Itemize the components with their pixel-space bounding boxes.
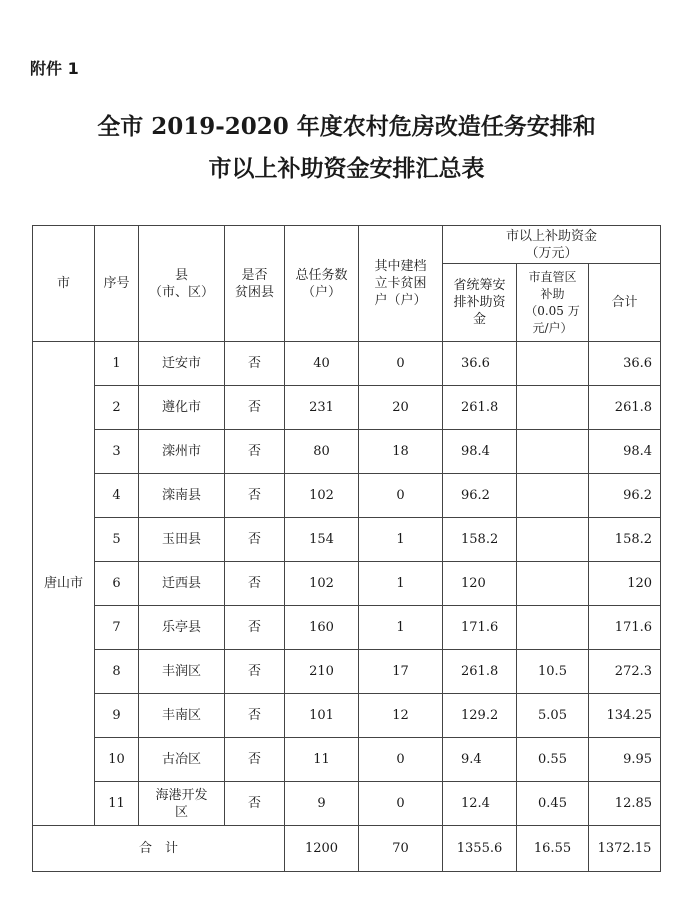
table-row bbox=[33, 562, 661, 606]
header-subtotal: 合计 bbox=[589, 264, 661, 342]
table-row bbox=[33, 474, 661, 518]
tasks-cell: 101 bbox=[285, 694, 359, 738]
header-funds: 市以上补助资金 （万元） bbox=[443, 226, 661, 264]
table-row bbox=[33, 430, 661, 474]
header-direct-district: 市直管区 补助 （0.05 万 元/户） bbox=[517, 264, 589, 342]
seq-cell: 2 bbox=[95, 386, 139, 430]
filed-cell: 18 bbox=[359, 430, 443, 474]
filed-cell: 0 bbox=[359, 738, 443, 782]
tasks-cell: 102 bbox=[285, 562, 359, 606]
total-cell: 272.3 bbox=[589, 650, 661, 694]
filed-cell: 17 bbox=[359, 650, 443, 694]
direct-cell: 0.45 bbox=[517, 782, 589, 826]
total-direct-cell: 16.55 bbox=[517, 826, 589, 872]
prov-cell: 261.8 bbox=[443, 650, 517, 694]
total-cell: 261.8 bbox=[589, 386, 661, 430]
total-cell: 96.2 bbox=[589, 474, 661, 518]
poor-cell: 否 bbox=[225, 606, 285, 650]
prov-cell: 98.4 bbox=[443, 430, 517, 474]
tasks-cell: 154 bbox=[285, 518, 359, 562]
header-provincial-funds: 省统筹安 排补助资 金 bbox=[443, 264, 517, 342]
header-total-tasks: 总任务数 （户） bbox=[285, 226, 359, 342]
tasks-cell: 210 bbox=[285, 650, 359, 694]
prov-cell: 96.2 bbox=[443, 474, 517, 518]
header-poor-county: 是否 贫困县 bbox=[225, 226, 285, 342]
poor-cell: 否 bbox=[225, 518, 285, 562]
direct-cell bbox=[517, 386, 589, 430]
poor-cell: 否 bbox=[225, 650, 285, 694]
header-filed-poor: 其中建档 立卡贫困 户（户） bbox=[359, 226, 443, 342]
prov-cell: 261.8 bbox=[443, 386, 517, 430]
prov-cell: 36.6 bbox=[443, 342, 517, 386]
header-city: 市 bbox=[33, 226, 95, 342]
tasks-cell: 9 bbox=[285, 782, 359, 826]
county-cell: 遵化市 bbox=[139, 386, 225, 430]
table-row bbox=[33, 518, 661, 562]
filed-cell: 12 bbox=[359, 694, 443, 738]
direct-cell bbox=[517, 342, 589, 386]
table-header-row bbox=[33, 226, 661, 264]
tasks-cell: 160 bbox=[285, 606, 359, 650]
total-prov-cell: 1355.6 bbox=[443, 826, 517, 872]
tasks-cell: 80 bbox=[285, 430, 359, 474]
direct-cell bbox=[517, 606, 589, 650]
county-cell: 滦州市 bbox=[139, 430, 225, 474]
total-cell: 171.6 bbox=[589, 606, 661, 650]
total-filed-cell: 70 bbox=[359, 826, 443, 872]
direct-cell bbox=[517, 562, 589, 606]
seq-cell: 6 bbox=[95, 562, 139, 606]
filed-cell: 0 bbox=[359, 474, 443, 518]
total-total-cell: 1372.15 bbox=[589, 826, 661, 872]
county-cell: 海港开发 区 bbox=[139, 782, 225, 826]
total-cell: 134.25 bbox=[589, 694, 661, 738]
prov-cell: 158.2 bbox=[443, 518, 517, 562]
summary-table bbox=[32, 225, 661, 872]
direct-cell bbox=[517, 474, 589, 518]
direct-cell bbox=[517, 518, 589, 562]
county-cell: 丰润区 bbox=[139, 650, 225, 694]
filed-cell: 0 bbox=[359, 782, 443, 826]
tasks-cell: 102 bbox=[285, 474, 359, 518]
prov-cell: 120 bbox=[443, 562, 517, 606]
county-cell: 丰南区 bbox=[139, 694, 225, 738]
filed-cell: 1 bbox=[359, 606, 443, 650]
seq-cell: 7 bbox=[95, 606, 139, 650]
seq-cell: 10 bbox=[95, 738, 139, 782]
total-label: 合 计 bbox=[33, 826, 285, 872]
poor-cell: 否 bbox=[225, 562, 285, 606]
total-cell: 12.85 bbox=[589, 782, 661, 826]
header-county: 县 （市、区） bbox=[139, 226, 225, 342]
table-row bbox=[33, 738, 661, 782]
direct-cell: 5.05 bbox=[517, 694, 589, 738]
filed-cell: 1 bbox=[359, 562, 443, 606]
total-cell: 120 bbox=[589, 562, 661, 606]
county-cell: 滦南县 bbox=[139, 474, 225, 518]
county-cell: 迁安市 bbox=[139, 342, 225, 386]
county-cell: 古冶区 bbox=[139, 738, 225, 782]
document-title-line-1: 全市 2019-2020 年度农村危房改造任务安排和 bbox=[97, 113, 596, 140]
seq-cell: 9 bbox=[95, 694, 139, 738]
filed-cell: 20 bbox=[359, 386, 443, 430]
poor-cell: 否 bbox=[225, 430, 285, 474]
table-row bbox=[33, 386, 661, 430]
tasks-cell: 11 bbox=[285, 738, 359, 782]
total-cell: 36.6 bbox=[589, 342, 661, 386]
total-cell: 9.95 bbox=[589, 738, 661, 782]
seq-cell: 4 bbox=[95, 474, 139, 518]
header-seq: 序号 bbox=[95, 226, 139, 342]
seq-cell: 11 bbox=[95, 782, 139, 826]
total-row bbox=[33, 826, 661, 872]
total-cell: 158.2 bbox=[589, 518, 661, 562]
poor-cell: 否 bbox=[225, 342, 285, 386]
direct-cell bbox=[517, 430, 589, 474]
total-cell: 98.4 bbox=[589, 430, 661, 474]
poor-cell: 否 bbox=[225, 474, 285, 518]
direct-cell: 10.5 bbox=[517, 650, 589, 694]
poor-cell: 否 bbox=[225, 782, 285, 826]
table-row bbox=[33, 606, 661, 650]
county-cell: 迁西县 bbox=[139, 562, 225, 606]
seq-cell: 1 bbox=[95, 342, 139, 386]
table-row bbox=[33, 694, 661, 738]
seq-cell: 3 bbox=[95, 430, 139, 474]
county-cell: 玉田县 bbox=[139, 518, 225, 562]
poor-cell: 否 bbox=[225, 738, 285, 782]
poor-cell: 否 bbox=[225, 694, 285, 738]
direct-cell: 0.55 bbox=[517, 738, 589, 782]
prov-cell: 9.4 bbox=[443, 738, 517, 782]
table-row bbox=[33, 342, 661, 386]
table-row bbox=[33, 650, 661, 694]
city-cell: 唐山市 bbox=[33, 342, 95, 826]
poor-cell: 否 bbox=[225, 386, 285, 430]
table-row bbox=[33, 782, 661, 826]
filed-cell: 1 bbox=[359, 518, 443, 562]
tasks-cell: 40 bbox=[285, 342, 359, 386]
attachment-label: 附件 1 bbox=[30, 59, 79, 78]
seq-cell: 5 bbox=[95, 518, 139, 562]
prov-cell: 171.6 bbox=[443, 606, 517, 650]
county-cell: 乐亭县 bbox=[139, 606, 225, 650]
tasks-cell: 231 bbox=[285, 386, 359, 430]
document-title-line-2: 市以上补助资金安排汇总表 bbox=[208, 155, 485, 182]
prov-cell: 12.4 bbox=[443, 782, 517, 826]
prov-cell: 129.2 bbox=[443, 694, 517, 738]
seq-cell: 8 bbox=[95, 650, 139, 694]
total-tasks-cell: 1200 bbox=[285, 826, 359, 872]
filed-cell: 0 bbox=[359, 342, 443, 386]
